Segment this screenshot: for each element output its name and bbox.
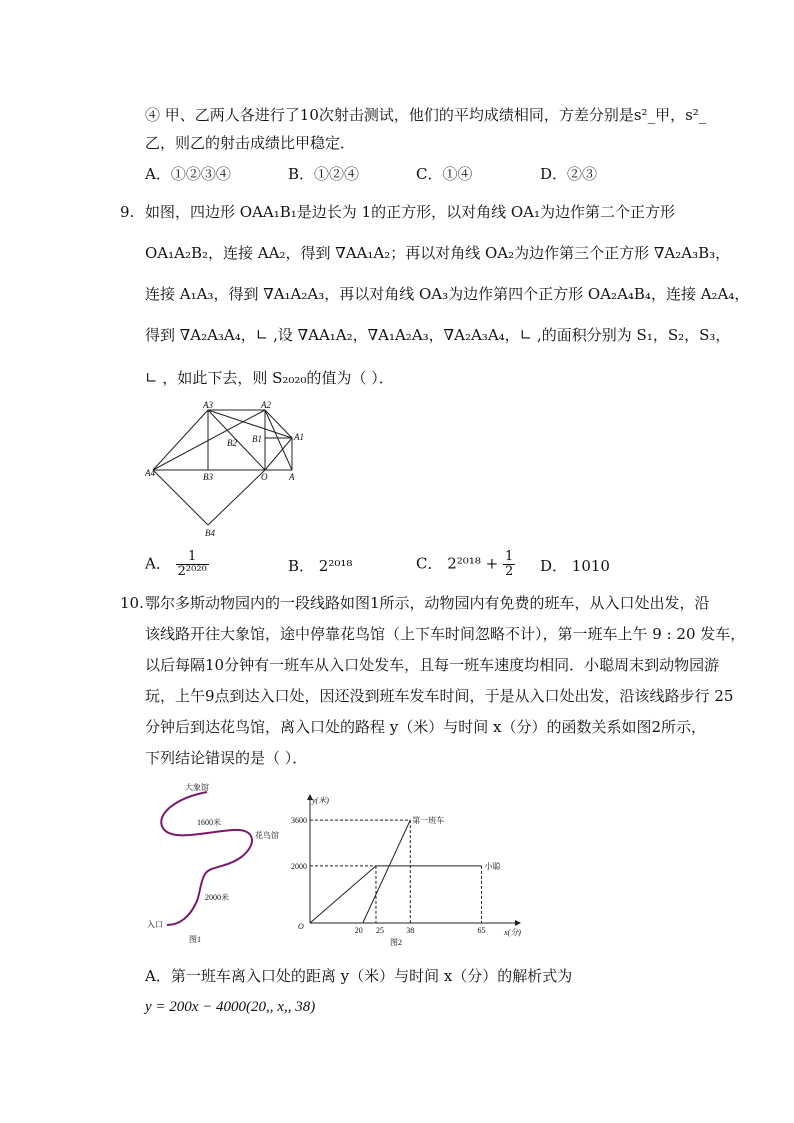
label-b2: B2 (227, 438, 237, 448)
q9-option-c (416, 550, 515, 579)
label-a1: A1 (294, 432, 304, 442)
q9-line5: ∟ ，如此下去，则 S₂₀₂₀的值为（ ）． (145, 369, 394, 387)
label-o: O (261, 472, 268, 482)
label-1600: 1600米 (197, 818, 221, 827)
q10-line2: 该线路开往大象馆，途中停靠花鸟馆（上下车时间忽略不计），第一班车上午 9 : 20 发车， (145, 625, 746, 643)
q9-option-c-num: 1 (504, 549, 514, 564)
q10-option-a-line1: A．第一班车离入口处的距离 y（米）与时间 x（分）的解析式为 (145, 967, 573, 985)
q8-option-d: D．②③ (540, 165, 598, 183)
q8-option-b: B．①②④ (288, 165, 360, 183)
x-tick-20: 20 (354, 926, 363, 935)
x-tick-25: 25 (375, 926, 384, 935)
label-a3: A3 (203, 400, 213, 410)
q9-option-a (145, 550, 209, 579)
label-entrance: 入口 (147, 920, 163, 929)
q9-option-a-num: 1 (176, 550, 209, 565)
series-label-cong: 小聪 (484, 861, 501, 871)
item4-line1: ④ 甲、乙两人各进行了10次射击测试，他们的平均成绩相同，方差分别是s²_甲，s²_ (145, 106, 707, 124)
q9-square-figure (145, 400, 305, 540)
series-label-bus: 第一班车 (412, 816, 445, 826)
y-tick-3600: 3600 (291, 816, 307, 826)
q9-line2: OA₁A₂B₂，连接 AA₂，得到 ∇AA₁A₂；再以对角线 OA₂为边作第三个正方形 ∇A₂A₃B₃， (145, 244, 731, 262)
edge-a4-a2 (153, 410, 265, 470)
origin-label: O (298, 922, 304, 931)
edge-o-a1 (265, 438, 292, 470)
label-b4: B4 (205, 528, 215, 538)
q9-option-a-fraction (176, 550, 209, 579)
label-elephant: 大象馆 (185, 783, 209, 792)
item4-line2: 乙，则乙的射击成绩比甲稳定． (145, 134, 356, 152)
label-fig1: 图1 (189, 935, 201, 944)
q9-option-a-den: 2²⁰²⁰ (177, 564, 207, 579)
label-b3: B3 (203, 472, 213, 482)
q9-option-d: D． 1010 (540, 557, 610, 575)
q10-line1: 鄂尔多斯动物园内的一段线路如图1所示，动物园内有免费的班车，从入口处出发，沿 (145, 594, 710, 612)
q9-option-b: B． 2²⁰¹⁸ (288, 557, 353, 575)
q9-option-c-den: 2 (504, 564, 514, 579)
y-axis-label: y(米) (312, 796, 329, 805)
x-axis-label: x(分) (504, 928, 521, 937)
q9-number: 9. (120, 203, 135, 221)
x-tick-65: 65 (477, 926, 486, 935)
q10-number: 10. (120, 594, 144, 612)
q8-option-a: A．①②③④ (145, 165, 231, 183)
q9-option-c-fraction (503, 550, 515, 579)
q10-line5: 分钟后到达花鸟馆，离入口处的路程 y（米）与时间 x（分）的函数关系如图2所示， (145, 718, 707, 736)
edge-b4-o (208, 470, 265, 525)
q9-line3: 连接 A₁A₃，得到 ∇A₁A₂A₃，再以对角线 OA₃为边作第四个正方形 OA₂A₄B₄，连接 A₂A₄， (145, 285, 750, 303)
x-tick-38: 38 (406, 926, 415, 935)
q10-line4: 玩，上午9点到达入口处，因还没到班车发车时间，于是从入口处出发，沿该线路步行 25 (145, 687, 734, 705)
q10-line6: 下列结论错误的是（ ）． (145, 749, 308, 767)
fig2-caption: 图2 (390, 938, 402, 947)
q9-line4: 得到 ∇A₂A₃A₄，∟ ,设 ∇AA₁A₂，∇A₁A₂A₃，∇A₂A₃A₄，∟ ,的面积分别为 S₁，S₂，S₃， (145, 326, 731, 344)
q9-option-a-label: A． (145, 554, 171, 573)
edge-a2-a (265, 410, 292, 470)
q10-distance-time-chart (290, 785, 530, 950)
route-path (161, 792, 252, 925)
edge-a4-b4 (153, 470, 208, 525)
q10-option-a-line2: y = 200x − 4000(20,, x,, 38) (145, 999, 316, 1015)
y-tick-2000: 2000 (291, 861, 307, 871)
label-a2: A2 (261, 400, 271, 410)
label-a4: A4 (145, 468, 155, 478)
label-b1: B1 (252, 434, 262, 444)
label-a: A (289, 472, 295, 482)
q9-line1: 如图，四边形 OAA₁B₁是边长为 1的正方形，以对角线 OA₁为边作第二个正方形 (145, 203, 676, 221)
label-bird: 花鸟馆 (255, 831, 279, 840)
series-line-cong (310, 866, 482, 923)
edge-a4-a3 (153, 410, 208, 470)
q10-line3: 以后每隔10分钟有一班车从入口处发车，且每一班车速度均相同．小聪周末到动物园游 (145, 656, 720, 674)
q10-route-figure (145, 780, 279, 950)
q9-option-c-label: C． 2²⁰¹⁸ + (416, 554, 499, 573)
q8-option-c: C．①④ (416, 165, 473, 183)
label-2000: 2000米 (205, 893, 229, 902)
